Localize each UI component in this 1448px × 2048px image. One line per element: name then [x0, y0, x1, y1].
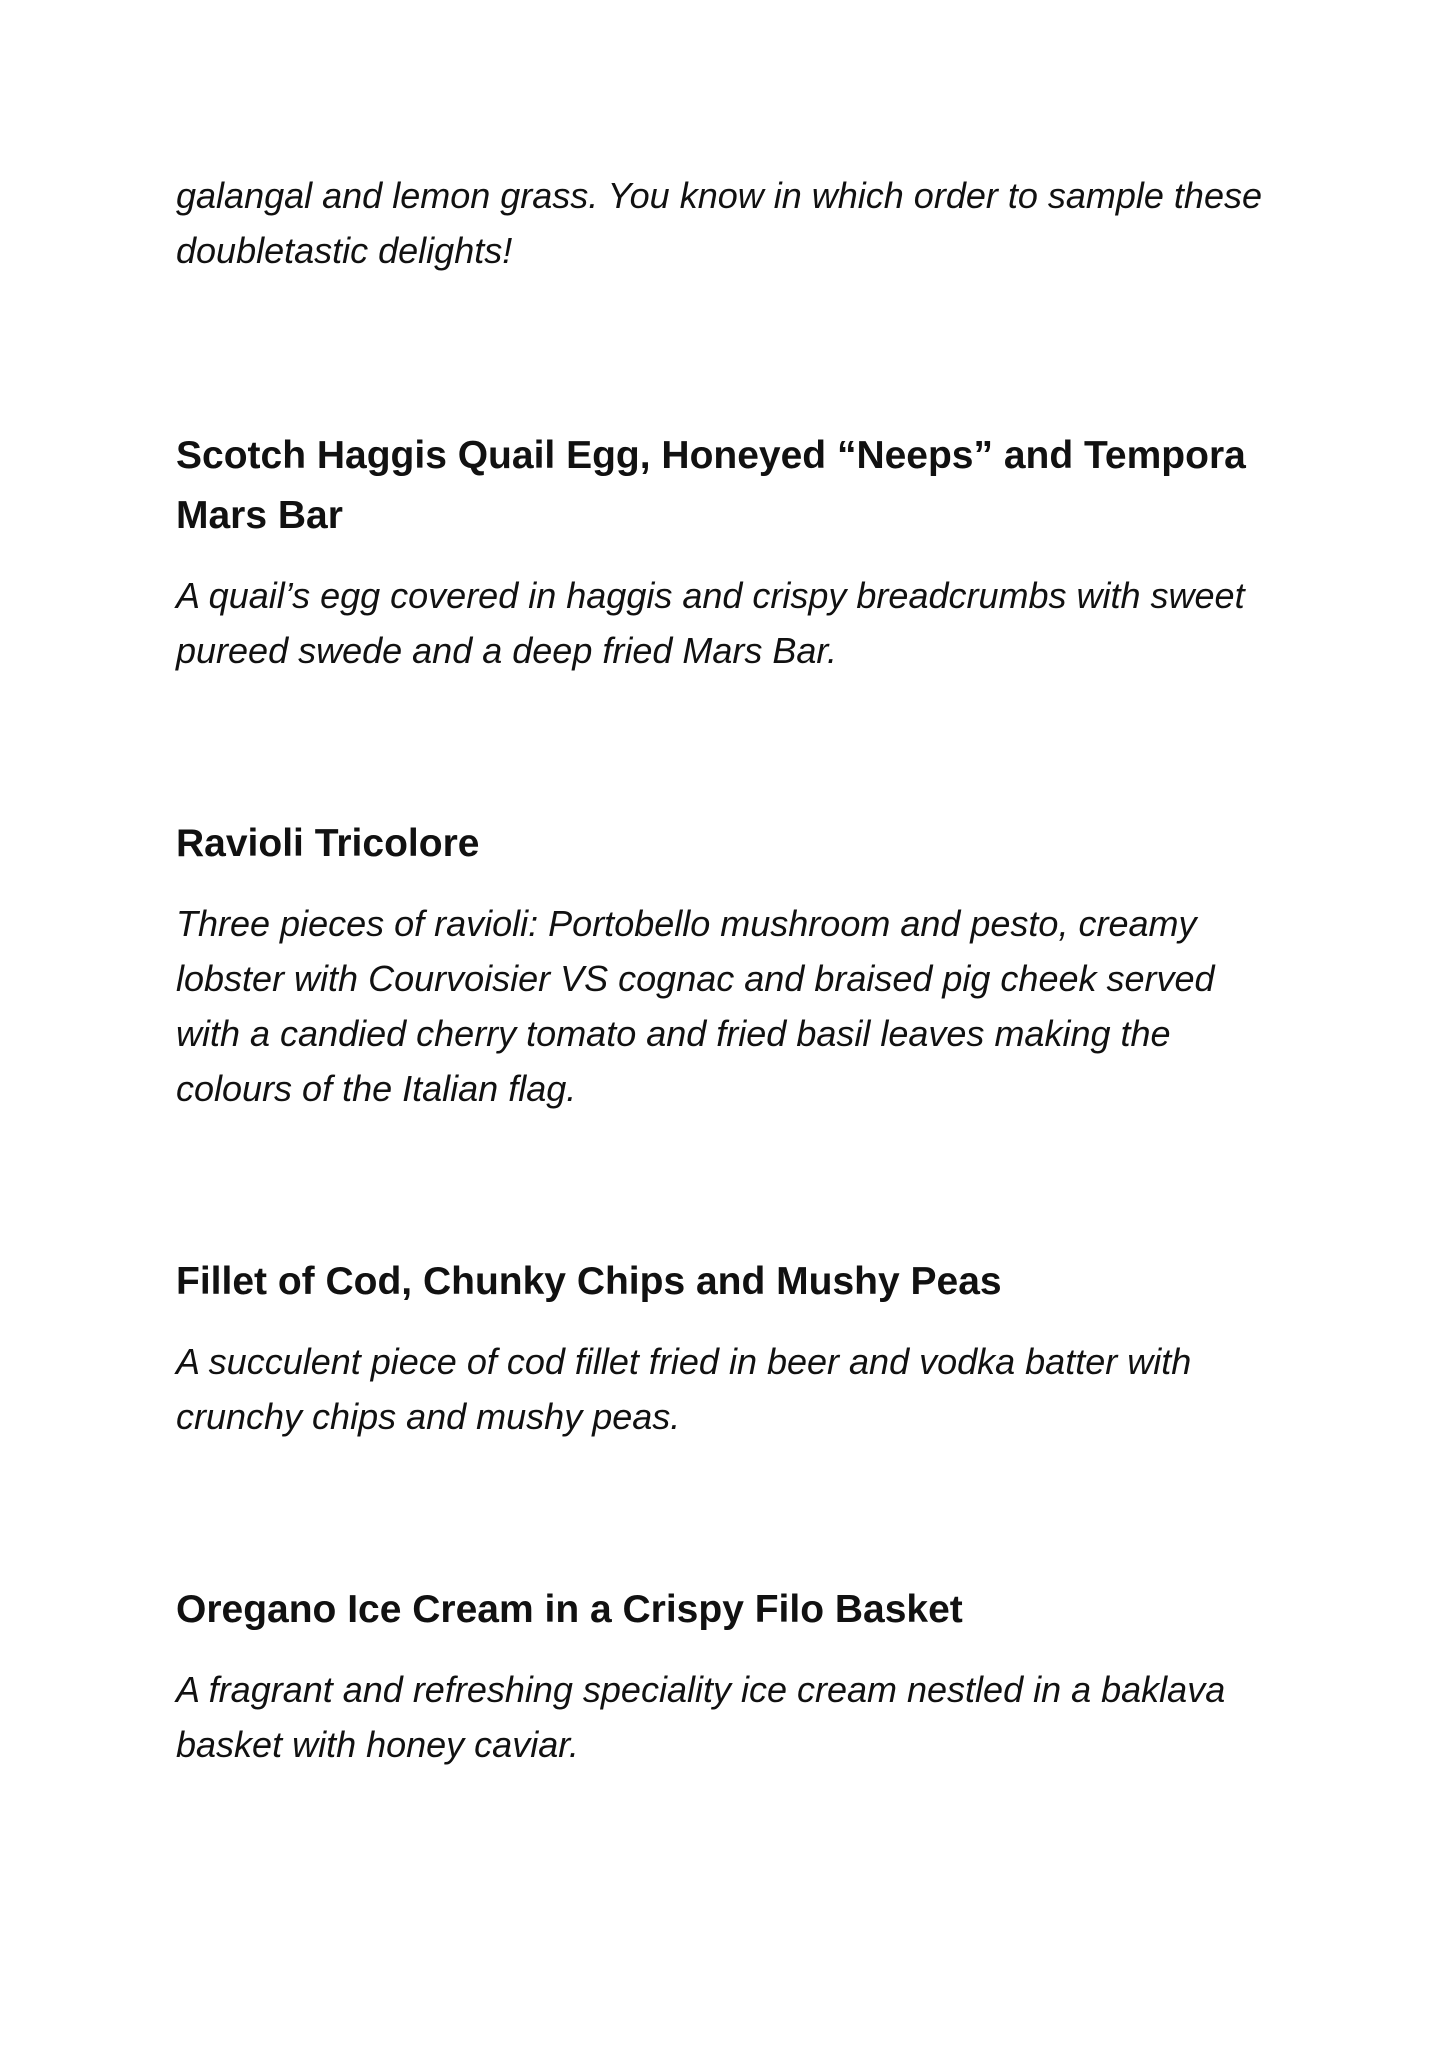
- menu-item: [176, 426, 1286, 678]
- menu-item-description: A fragrant and refreshing speciality ice cream nestled in a baklava basket with honey caviar.: [176, 1669, 1226, 1765]
- page-content: [176, 168, 1286, 1772]
- menu-item: [176, 1580, 1286, 1772]
- menu-item-title: Fillet of Cod, Chunky Chips and Mushy Peas: [176, 1260, 1002, 1303]
- intro-paragraph: galangal and lemon grass. You know in which order to sample these doubletastic delights!: [176, 175, 1262, 271]
- menu-item: [176, 1252, 1286, 1444]
- menu-item-description: A succulent piece of cod fillet fried in beer and vodka batter with crunchy chips and mushy peas.: [176, 1341, 1192, 1437]
- menu-item: [176, 814, 1286, 1116]
- menu-item-description: Three pieces of ravioli: Portobello mushroom and pesto, creamy lobster with Courvoisier VS cognac and braised pig cheek served with a candied cherry tomato and fried basil leaves making the colours of the Italian flag.: [176, 903, 1215, 1109]
- menu-item-title: Oregano Ice Cream in a Crispy Filo Basket: [176, 1588, 963, 1631]
- menu-item-title: Scotch Haggis Quail Egg, Honeyed “Neeps” and Tempora Mars Bar: [176, 434, 1246, 537]
- menu-item-description: A quail’s egg covered in haggis and crispy breadcrumbs with sweet pureed swede and a deep fried Mars Bar.: [176, 575, 1245, 671]
- menu-item-title: Ravioli Tricolore: [176, 822, 480, 865]
